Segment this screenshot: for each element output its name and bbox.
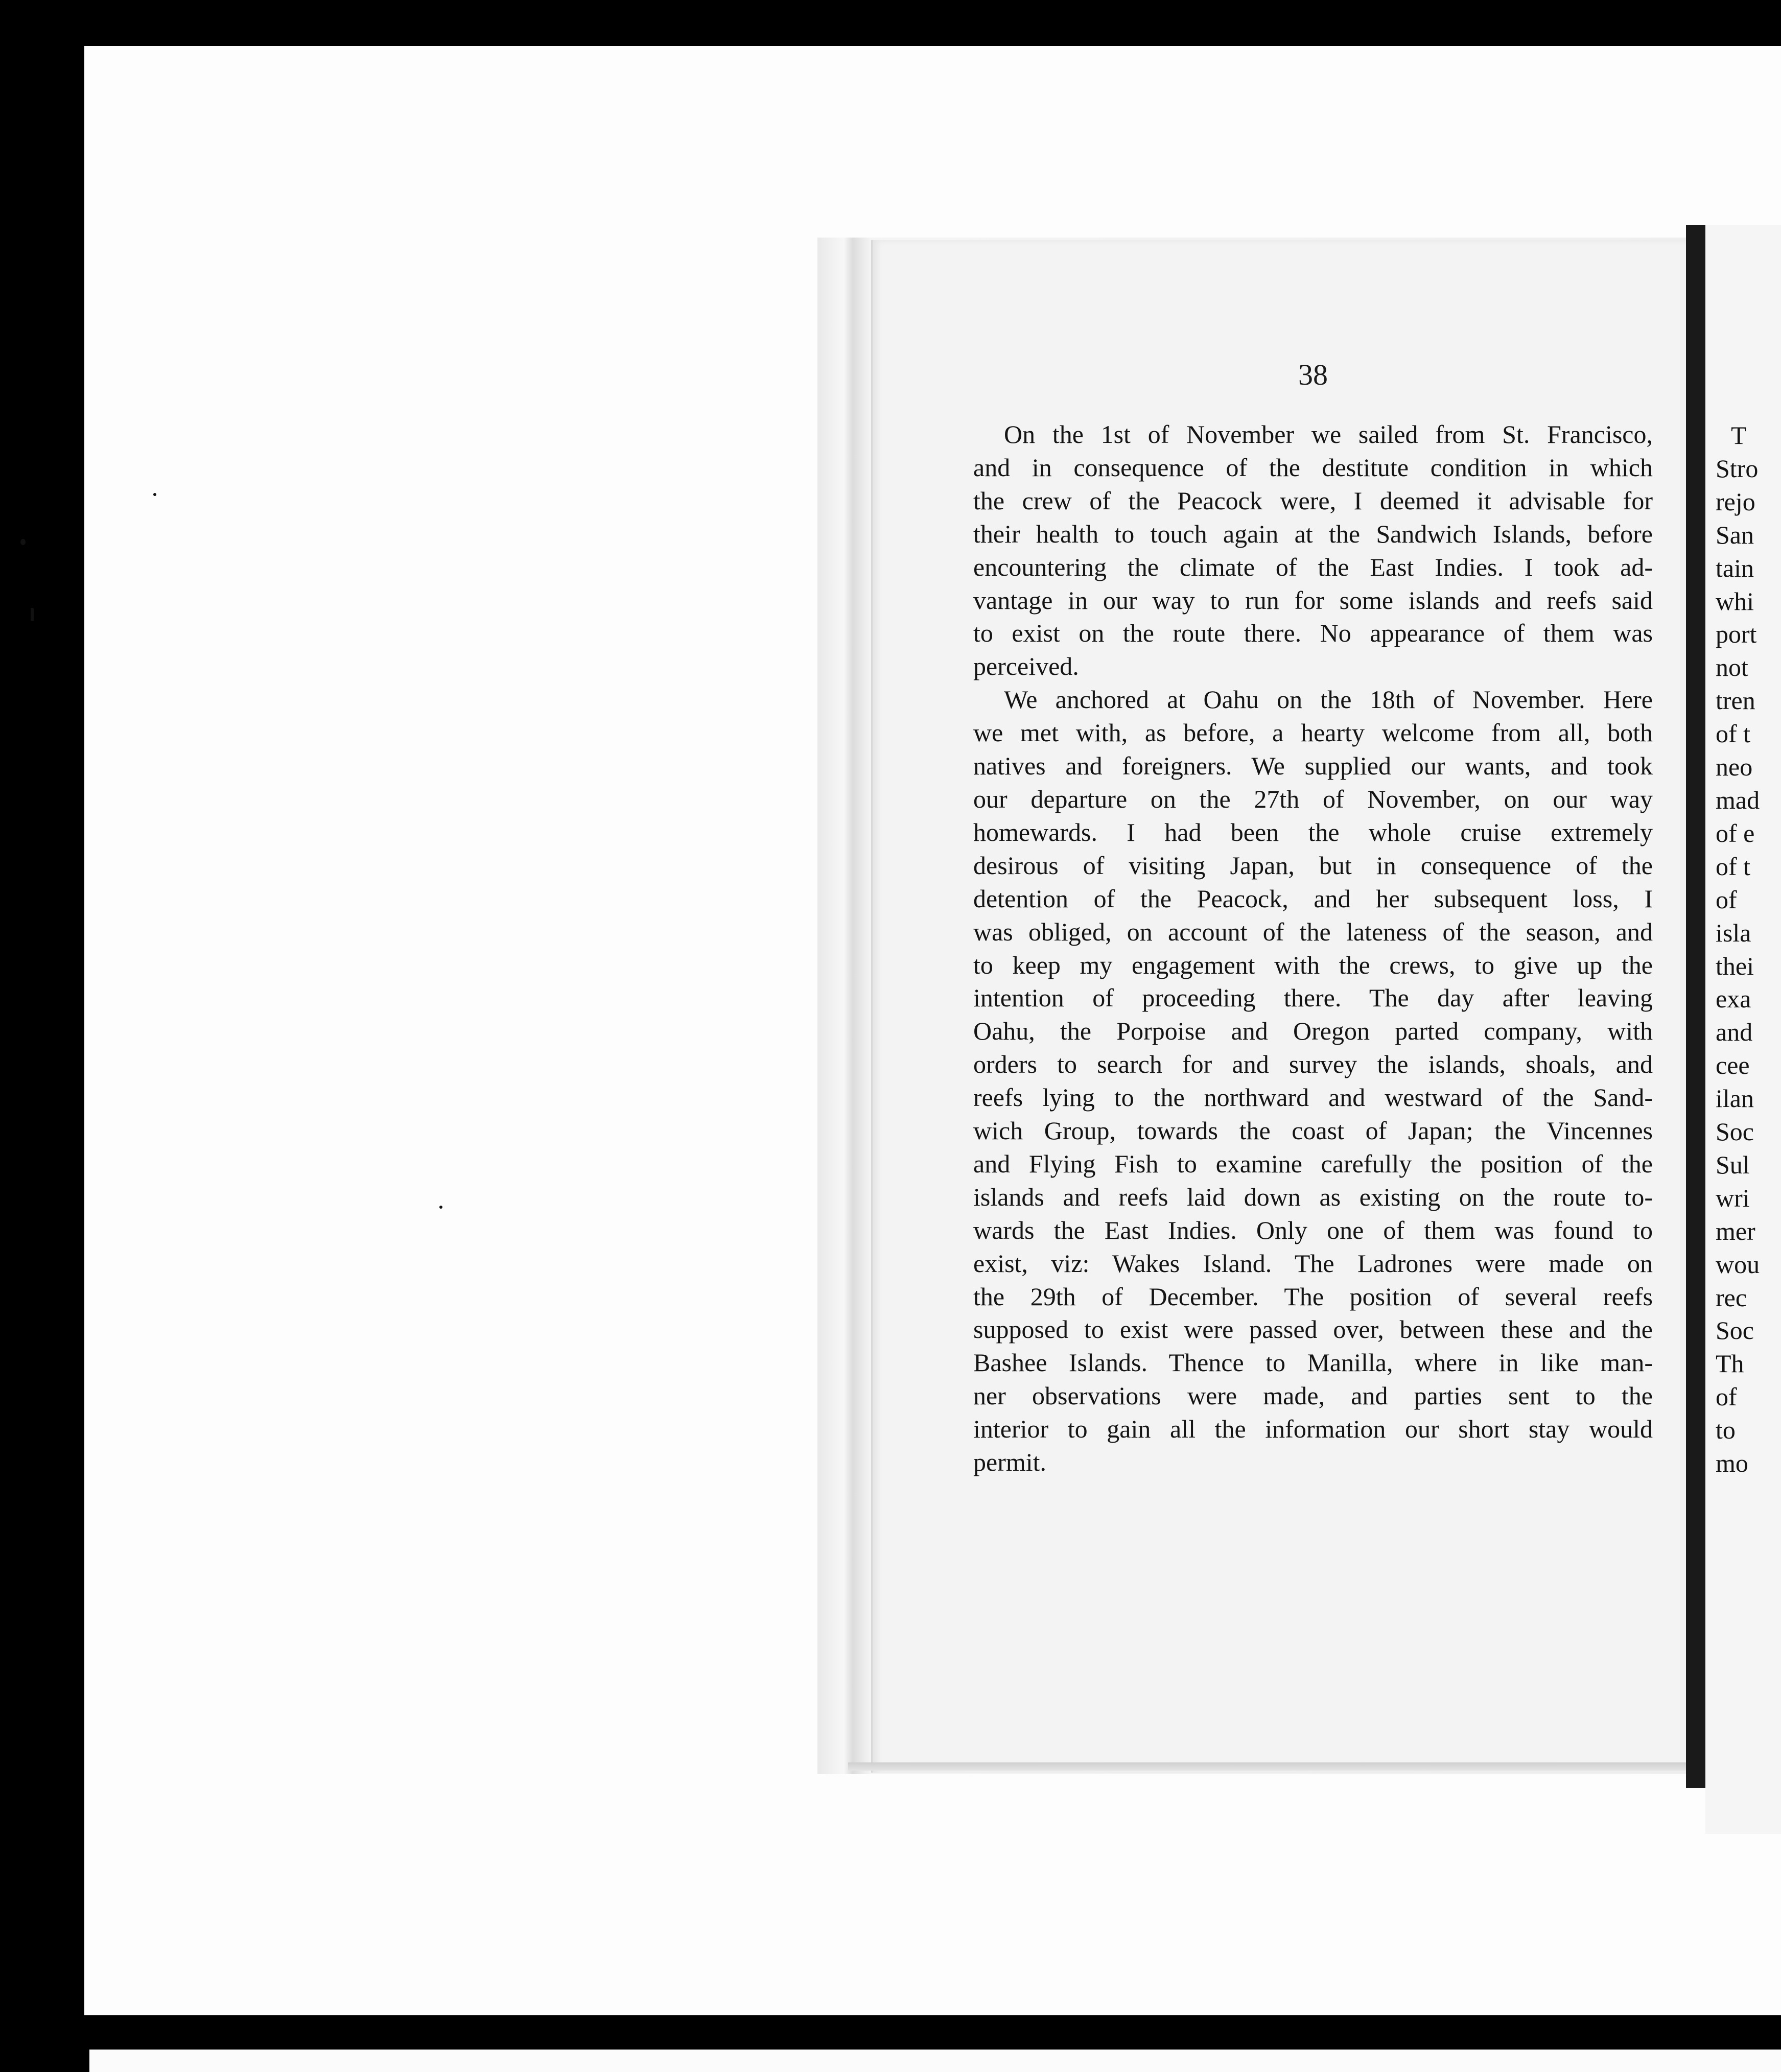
text-line: and in consequence of the destitute condition in which <box>973 453 1653 482</box>
page-number: 38 <box>1298 358 1328 391</box>
facing-page-line-fragment: mo <box>1716 1449 1748 1478</box>
facing-page-line-fragment: port <box>1716 620 1757 649</box>
facing-page-line-fragment: mad <box>1716 785 1760 814</box>
text-line: interior to gain all the information our short stay would <box>973 1415 1653 1444</box>
scan-bottom-strip <box>89 2050 1781 2072</box>
text-line: desirous of visiting Japan, but in consequence of the <box>973 851 1653 880</box>
paragraph <box>973 683 1653 1479</box>
text-line: We anchored at Oahu on the 18th of November. Here <box>1004 685 1653 714</box>
margin-speck <box>439 1206 442 1209</box>
page-bottom-edge <box>848 1762 1706 1771</box>
facing-page-line-fragment: wri <box>1716 1183 1750 1212</box>
text-line: our departure on the 27th of November, on our way <box>973 784 1653 813</box>
text-line: ner observations were made, and parties sent to the <box>973 1381 1653 1410</box>
facing-page-line-fragment: Sul <box>1716 1150 1750 1179</box>
text-line: to keep my engagement with the crews, to give up the <box>973 950 1653 979</box>
text-line: wich Group, towards the coast of Japan; the Vincennes <box>973 1116 1653 1145</box>
text-line: the crew of the Peacock were, I deemed it advisable for <box>973 486 1653 515</box>
text-line: Oahu, the Porpoise and Oregon parted company, with <box>973 1017 1653 1046</box>
text-line: natives and foreigners. We supplied our wants, and took <box>973 751 1653 781</box>
text-line: vantage in our way to run for some islands and reefs said <box>973 585 1653 615</box>
text-line: On the 1st of November we sailed from St. Francisco, <box>1004 420 1653 449</box>
text-line: reefs lying to the northward and westward of the Sand- <box>973 1083 1653 1112</box>
text-line: detention of the Peacock, and her subsequent loss, I <box>973 884 1653 913</box>
facing-page-line-fragment: tain <box>1716 553 1754 582</box>
text-line: wards the East Indies. Only one of them was found to <box>973 1215 1653 1244</box>
facing-page-line-fragment: thei <box>1716 951 1754 980</box>
facing-page-line-fragment: and <box>1716 1018 1753 1047</box>
text-line: and Flying Fish to examine carefully the position of the <box>973 1149 1653 1178</box>
text-line: was obliged, on account of the lateness of the season, and <box>973 917 1653 946</box>
text-line: Bashee Islands. Thence to Manilla, where in like man- <box>973 1348 1653 1377</box>
text-line: orders to search for and survey the islands, shoals, and <box>973 1050 1653 1079</box>
text-line: we met with, as before, a hearty welcome from all, both <box>973 718 1653 747</box>
facing-page-line-fragment: Th <box>1716 1349 1744 1378</box>
facing-page-line-fragment: ilan <box>1716 1084 1754 1113</box>
facing-page-line-fragment: of <box>1716 1382 1737 1411</box>
margin-speck <box>153 493 156 496</box>
book-gutter <box>1686 225 1705 1788</box>
text-line: intention of proceeding there. The day after leaving <box>973 983 1653 1013</box>
facing-page-line-fragment: tren <box>1716 686 1755 715</box>
margin-speck <box>20 539 26 545</box>
text-line: to exist on the route there. No appearance of them was <box>973 619 1653 648</box>
facing-page-line-fragment: isla <box>1716 918 1751 947</box>
text-line: encountering the climate of the East Indies. I took ad- <box>973 552 1653 581</box>
text-line: their health to touch again at the Sandwich Islands, before <box>973 519 1653 548</box>
facing-page <box>1705 225 1781 1834</box>
text-line: permit. <box>973 1448 1047 1477</box>
facing-page-line-fragment: neo <box>1716 752 1753 782</box>
facing-page-line-fragment: Stro <box>1716 454 1759 483</box>
facing-page-line-fragment: of <box>1716 885 1737 914</box>
facing-page-line-fragment: not <box>1716 653 1748 682</box>
text-line: the 29th of December. The position of several reefs <box>973 1282 1653 1311</box>
page-body <box>973 418 1653 1479</box>
facing-page-line-fragment: whi <box>1716 586 1754 616</box>
text-line: perceived. <box>973 652 1079 681</box>
margin-speck <box>31 608 34 621</box>
facing-page-line-fragment: Soc <box>1716 1117 1754 1146</box>
facing-page-line-fragment: of t <box>1716 719 1751 748</box>
text-line: exist, viz: Wakes Island. The Ladrones were made on <box>973 1249 1653 1278</box>
facing-page-line-fragment: Soc <box>1716 1316 1754 1345</box>
text-line: supposed to exist were passed over, between these and the <box>973 1315 1653 1344</box>
facing-page-line-fragment: mer <box>1716 1216 1755 1245</box>
facing-page-line-fragment: wou <box>1716 1250 1760 1279</box>
facing-page-line-fragment: to <box>1716 1416 1736 1445</box>
facing-page-line-fragment: rejo <box>1716 487 1755 516</box>
facing-page-line-fragment: of t <box>1716 852 1751 881</box>
paragraph <box>973 418 1653 683</box>
text-line: islands and reefs laid down as existing on the route to- <box>973 1182 1653 1211</box>
facing-page-line-fragment: San <box>1716 520 1754 549</box>
text-line: homewards. I had been the whole cruise extremely <box>973 817 1653 846</box>
facing-page-line-fragment: exa <box>1716 984 1751 1014</box>
facing-page-line-fragment: rec <box>1716 1283 1747 1312</box>
facing-page-text <box>1716 419 1760 1480</box>
facing-page-line-fragment: of e <box>1716 818 1755 847</box>
facing-page-line-fragment: cee <box>1716 1051 1750 1080</box>
facing-page-line-fragment: T <box>1731 421 1747 450</box>
